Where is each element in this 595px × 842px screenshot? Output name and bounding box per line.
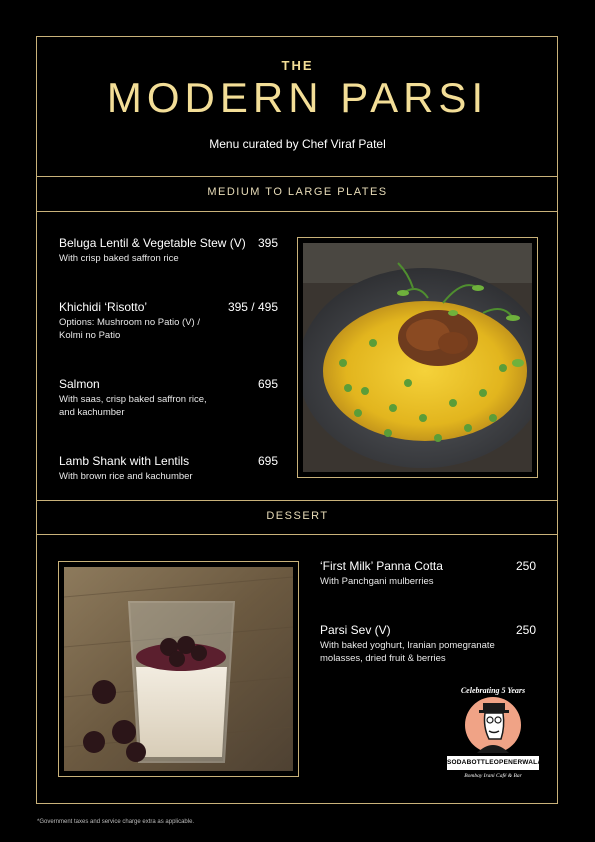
divider <box>36 211 558 212</box>
item-name: Khichidi ‘Risotto’ <box>59 300 148 314</box>
menu-item <box>320 623 520 665</box>
item-name: ‘First Milk’ Panna Cotta <box>320 559 443 573</box>
menu-item <box>320 559 520 588</box>
section-heading-plates: MEDIUM TO LARGE PLATES <box>207 186 388 198</box>
item-price: 250 <box>515 623 536 637</box>
logo-subtitle: Bombay Irani Café & Bar <box>464 773 522 779</box>
menu-item <box>59 377 239 419</box>
divider <box>36 534 558 535</box>
title-prefix: THE <box>281 58 314 73</box>
menu-subtitle: Menu curated by Chef Viraf Patel <box>209 137 386 151</box>
logo-emblem-icon <box>463 695 523 755</box>
menu-item <box>59 454 239 483</box>
logo-tagline: Celebrating 5 Years <box>460 686 526 695</box>
panna-cotta-photo <box>64 567 293 771</box>
item-price: 250 <box>515 559 536 573</box>
item-description: With saas, crisp baked saffron rice, and kachumber <box>59 394 207 418</box>
divider <box>36 500 558 501</box>
section-heading-dessert: DESSERT <box>266 510 329 522</box>
sodabottleopenerwala-logo <box>445 686 541 791</box>
item-description: With baked yoghurt, Iranian pomegranate molasses, dried fruit & berries <box>320 640 495 664</box>
item-price: 395 / 495 <box>227 300 278 314</box>
item-description: With Panchgani mulberries <box>320 576 434 587</box>
logo-wordmark: SODABOTTLEOPENERWALA <box>447 756 539 770</box>
item-name: Parsi Sev (V) <box>320 623 391 637</box>
menu-item <box>59 236 259 265</box>
item-price: 695 <box>257 377 278 391</box>
menu-title: MODERN PARSI <box>106 74 489 121</box>
item-name: Salmon <box>59 377 100 391</box>
item-description: With crisp baked saffron rice <box>59 253 179 264</box>
item-name: Beluga Lentil & Vegetable Stew (V) <box>59 236 246 250</box>
item-name: Lamb Shank with Lentils <box>59 454 190 468</box>
divider <box>36 176 558 177</box>
footnote: *Government taxes and service charge extra as applicable. <box>37 819 195 825</box>
item-description: Options: Mushroom no Patio (V) / Kolmi no Patio <box>59 317 200 341</box>
item-price: 695 <box>257 454 278 468</box>
item-description: With brown rice and kachumber <box>59 471 193 482</box>
item-price: 395 <box>257 236 278 250</box>
risotto-photo <box>303 243 532 472</box>
